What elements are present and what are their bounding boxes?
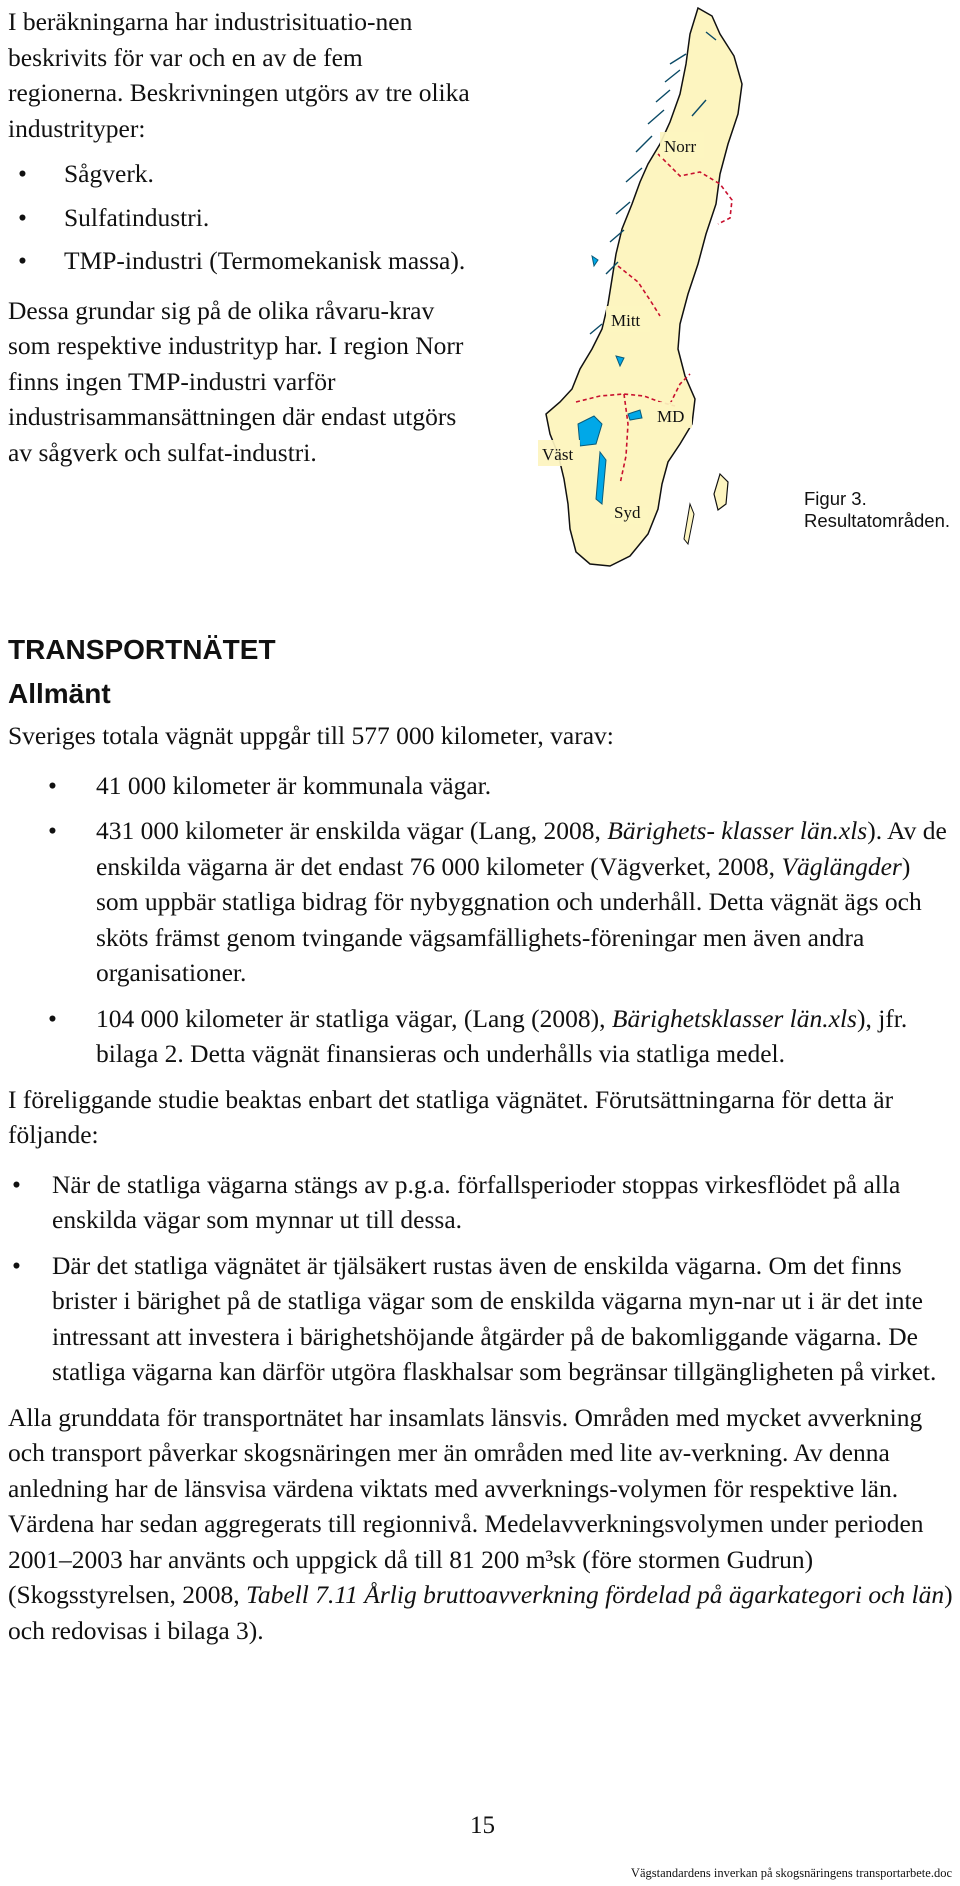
bullet: • — [18, 246, 27, 275]
reference: Bärighetsklasser län.xls — [611, 1003, 857, 1033]
bullet: • — [48, 1003, 57, 1033]
gotland-island — [714, 474, 728, 510]
section-intro: Sveriges totala vägnät uppgår till 577 000 kilometer, varav: — [8, 721, 614, 750]
section-subtitle: Allmänt — [8, 678, 111, 709]
intro-column — [8, 4, 478, 470]
lake — [592, 256, 598, 266]
reference: Tabell 7.11 Årlig bruttoavverkning fördelad på ägarkategori och län — [246, 1580, 945, 1609]
bullet: • — [12, 1250, 21, 1280]
bullet: • — [48, 770, 57, 800]
intro-lead: I beräkningarna har industrisituatio-nen beskrivits för var och en av de fem regionerna. Beskrivningen utgörs av tre olika industrityper: — [8, 7, 470, 143]
map-label: Norr — [664, 137, 697, 156]
list-item: • När de statliga vägarna stängs av p.g.a. förfallsperioder stoppas virkesflödet på alla enskilda vägar som mynnar ut till dessa. — [8, 1167, 956, 1238]
closing-paragraph: Alla grunddata för transportnätet har insamlats länsvis. Områden med mycket avverkning och transport påverkar skogsnäringen mer än områden med lite av-verkning. Av denna anledning har de länsvisa värdena viktats med avverknings-volymen för respektive län. Värdena har sedan aggregerats till regionnivå. Medelavverkningsvolymen under perioden 2001–2003 har använts och uppgick då till 81 200 m³sk (före stormen Gudrun) (Skogsstyrelsen, 2008, Tabell 7.11 Årlig bruttoavverkning fördelad på ägarkategori och län) och redovisas i bilaga 3). — [8, 1402, 953, 1645]
road-network-list — [8, 768, 956, 1072]
bullet: • — [12, 1169, 21, 1199]
map-label: Väst — [542, 445, 574, 464]
reference: Bärighets- klasser län.xls — [607, 816, 868, 845]
list-item: • Där det statliga vägnätet är tjälsäkert rustas även de enskilda vägarna. Om det finns brister i bärighet på de statliga vägar som de enskilda vägarna myn-nar ut i är det inte intressant att investera i bärighetshöjande åtgärder på de bakomliggande vägarna. De statliga vägarna kan därför utgöra flaskhalsar som begränsar tillgängligheten på virket. — [8, 1248, 956, 1390]
sweden-landmass — [546, 8, 742, 566]
industry-type-list — [8, 156, 478, 279]
page-number: 15 — [470, 1812, 495, 1839]
oland-island — [684, 504, 694, 544]
map-label: MD — [657, 407, 685, 426]
study-paragraph: I föreliggande studie beaktas enbart det statliga vägnätet. Förutsättningarna för detta är följande: — [8, 1084, 894, 1149]
list-item: • Sågverk. — [8, 156, 478, 192]
map-label: Syd — [614, 503, 641, 522]
list-item: • 104 000 kilometer är statliga vägar, (Lang (2008), Bärighetsklasser län.xls), jfr. bilaga 2. Detta vägnät finansieras och underhålls via statliga medel. — [8, 1001, 956, 1072]
section-title: TRANSPORTNÄTET — [8, 634, 276, 665]
body-text — [8, 718, 956, 1648]
bullet: • — [18, 159, 27, 188]
bullet: • — [48, 816, 57, 845]
reference: Väglängder — [781, 851, 902, 881]
list-item: • Sulfatindustri. — [8, 200, 478, 236]
map-label: Mitt — [611, 311, 641, 330]
figure-caption: Figur 3. Resultatområden. — [804, 488, 951, 531]
sweden-region-map — [520, 4, 760, 594]
bullet: • — [18, 202, 27, 232]
intro-paragraph: Dessa grundar sig på de olika råvaru-krav som respektive industrityp har. I region Norr finns ingen TMP-industri varför industrisammansättningen där endast utgörs av sågverk och sulfat-industri. — [8, 295, 464, 467]
list-item: • 431 000 kilometer är enskilda vägar (Lang, 2008, Bärighets- klasser län.xls). Av de enskilda vägarna är det endast 76 000 kilometer (Vägverket, 2008, Väglängder) som uppbär statliga bidrag för nybyggnation och underhåll. Detta vägnät ägs och sköts främst genom tvingande vägsamfällighets-föreningar men även andra organisationer. — [8, 813, 956, 991]
list-item: • TMP-industri (Termomekanisk massa). — [8, 243, 478, 279]
footer-filename: Vägstandardens inverkan på skogsnäringens transportarbete.doc — [630, 1866, 952, 1880]
list-item: • 41 000 kilometer är kommunala vägar. — [8, 768, 956, 804]
study-conditions-list — [8, 1167, 956, 1390]
